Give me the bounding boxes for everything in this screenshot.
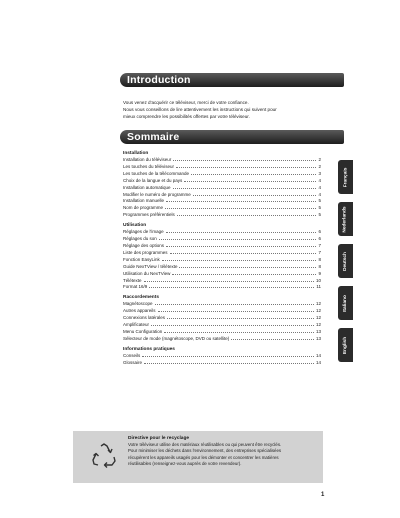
toc-section-heading: Utilisation: [123, 223, 147, 229]
recycle-title: Directive pour le recyclage: [128, 436, 190, 441]
dot-leader: [162, 260, 317, 261]
toc-section: [123, 222, 321, 291]
toc-entry: [123, 329, 321, 336]
recycling-notice: [73, 431, 323, 483]
toc-entry-page: 10: [315, 277, 321, 283]
toc-entry-label: Réglage des options: [123, 242, 165, 248]
toc-entry-label: Conseils: [123, 352, 141, 358]
dot-leader: [144, 363, 314, 364]
toc-entry-page: 6: [318, 229, 321, 235]
toc-entry: [123, 236, 321, 243]
toc-entry-label: Autres appareils: [123, 308, 156, 314]
dot-leader: [166, 232, 317, 233]
language-tab[interactable]: [338, 328, 353, 362]
summary-heading: [120, 130, 344, 144]
toc-entry: [123, 264, 321, 271]
toc-entry-label: Guide NexTView / télétexte: [123, 263, 178, 269]
dot-leader: [144, 281, 314, 282]
toc-entry: [123, 205, 321, 212]
toc-entry: [123, 185, 321, 192]
toc-entry-page: 14: [315, 359, 321, 365]
toc-entry-label: Fonction EasyLink: [123, 256, 160, 262]
toc-entry: [123, 192, 321, 199]
toc-entry-label: Magnétoscope: [123, 301, 153, 307]
dot-leader: [166, 201, 316, 202]
toc-entry: [123, 271, 321, 278]
toc-entry-label: Installation manuelle: [123, 198, 165, 204]
dot-leader: [142, 356, 314, 357]
language-tab-label: Nederlands: [343, 205, 349, 233]
toc-entry-page: 8: [318, 263, 321, 269]
dot-leader: [155, 304, 314, 305]
toc-entry: [123, 212, 321, 219]
language-tab-label: Deutsch: [343, 251, 348, 271]
dot-leader: [176, 167, 316, 168]
toc-entry-label: Choix de la langue et du pays: [123, 177, 183, 183]
recycle-line: Pour minimiser les déchets dans l'environnement, des entreprises spécialisées: [128, 448, 282, 454]
dot-leader: [166, 246, 316, 247]
summary-title: Sommaire: [127, 131, 180, 143]
toc-entry-page: 14: [315, 352, 321, 358]
toc-entry-label: Nom de programme: [123, 205, 164, 211]
dot-leader: [173, 188, 317, 189]
toc-entry-page: 12: [315, 301, 321, 307]
toc-entry: [123, 322, 321, 329]
language-tab-label: Italiano: [343, 294, 349, 312]
toc-entry-label: Télétexte: [123, 277, 142, 283]
toc-entry-label: Sélecteur de mode (magnétoscope, DVD ou satellite): [123, 335, 230, 341]
toc-entry-page: 4: [318, 177, 321, 183]
dot-leader: [149, 287, 314, 288]
toc-entry-page: 2: [318, 163, 321, 169]
toc-entry-page: 4: [318, 184, 321, 190]
toc-section-heading: Raccordements: [123, 295, 159, 301]
dot-leader: [164, 332, 314, 333]
toc-entry: [123, 229, 321, 236]
toc-entry-label: Utilisation du NexTView: [123, 270, 171, 276]
toc-section: [123, 346, 321, 367]
toc-entry-label: Réglages du son: [123, 236, 157, 242]
toc-entry-label: Programmes préférentiels: [123, 212, 175, 218]
recycle-text: [128, 442, 318, 468]
toc-entry: [123, 157, 321, 164]
toc-entry: [123, 353, 321, 360]
toc-entry: [123, 171, 321, 178]
toc-entry-label: Installation du téléviseur: [123, 157, 172, 162]
toc-entry: [123, 315, 321, 322]
toc-entry-label: Les touches du téléviseur: [123, 163, 175, 169]
recycle-line: récupèrent les appareils usagés pour les démonter et concentrer les matières: [128, 454, 279, 460]
toc-section: [123, 294, 321, 342]
dot-leader: [158, 311, 314, 312]
toc-entry-page: 12: [315, 322, 321, 328]
language-tab[interactable]: [338, 202, 353, 236]
toc-entry-page: 13: [315, 328, 321, 334]
toc-entry-page: 3: [318, 170, 321, 176]
toc-entry-label: Les touches de la télécommande: [123, 170, 190, 176]
toc-entry-page: 6: [318, 236, 321, 242]
toc-entry: [123, 284, 321, 291]
dot-leader: [151, 325, 314, 326]
toc-entry: [123, 278, 321, 285]
toc-section: [123, 150, 321, 219]
toc-entry-page: 12: [315, 315, 321, 321]
toc-entry-page: 13: [315, 335, 321, 341]
page-number: 1: [321, 492, 325, 498]
toc-entry-label: Glossaire: [123, 359, 143, 365]
dot-leader: [184, 181, 316, 182]
dot-leader: [165, 208, 316, 209]
toc-section-heading: Informations pratiques: [123, 346, 175, 352]
toc-entry-page: 11: [316, 284, 321, 290]
toc-entry-label: Liste des programmes: [123, 249, 168, 255]
language-tab-label: English: [343, 336, 349, 354]
table-of-contents: [123, 150, 321, 370]
intro-line: Nous vous conseillons de lire attentivement les instructions qui suivent pour: [123, 107, 277, 112]
toc-entry: [123, 178, 321, 185]
intro-line: mieux comprendre les possibilités offertes par votre téléviseur.: [123, 114, 250, 119]
toc-entry: [123, 250, 321, 257]
language-tab[interactable]: [338, 244, 353, 278]
toc-entry-page: 2: [318, 157, 321, 162]
dot-leader: [231, 339, 314, 340]
language-tab[interactable]: [338, 160, 353, 194]
toc-entry-label: Modifier le numéro de programme: [123, 191, 191, 197]
dot-leader: [179, 267, 316, 268]
toc-entry-label: Menu Configuration: [123, 328, 163, 334]
toc-entry-page: 7: [318, 249, 321, 255]
dot-leader: [191, 174, 316, 175]
recycle-line: Votre téléviseur utilise des matériaux réutilisables ou qui peuvent être recyclés.: [128, 442, 282, 447]
dot-leader: [170, 253, 317, 254]
toc-entry-label: Amplificateur: [123, 322, 150, 328]
toc-entry-page: 4: [318, 191, 321, 197]
toc-entry: [123, 198, 321, 205]
toc-entry-page: 9: [318, 270, 321, 276]
dot-leader: [159, 239, 317, 240]
dot-leader: [172, 274, 316, 275]
toc-entry-page: 5: [318, 205, 321, 211]
dot-leader: [177, 215, 317, 216]
toc-entry: [123, 243, 321, 250]
toc-entry-label: Connexions latérales: [123, 315, 166, 321]
toc-entry-page: 12: [315, 308, 321, 314]
dot-leader: [193, 195, 317, 196]
toc-entry-page: 8: [318, 256, 321, 262]
intro-paragraph: [123, 99, 323, 120]
language-tab-label: Français: [343, 167, 349, 187]
toc-entry: [123, 360, 321, 367]
toc-entry: [123, 164, 321, 171]
intro-title: Introduction: [127, 74, 191, 86]
toc-entry: [123, 257, 321, 264]
dot-leader: [173, 160, 316, 161]
toc-entry-page: 5: [318, 212, 321, 218]
intro-line: Vous venez d'acquérir ce téléviseur, merci de votre confiance.: [123, 100, 249, 105]
toc-entry-label: Format 16/9: [123, 284, 148, 290]
recycle-line: réutilisables (renseignez-vous auprès de votre revendeur).: [128, 461, 242, 467]
dot-leader: [167, 318, 314, 319]
toc-section-heading: Installation: [123, 151, 149, 156]
toc-entry-label: Installation automatique: [123, 184, 171, 190]
intro-heading: [120, 73, 344, 87]
language-tab[interactable]: [338, 286, 353, 320]
recycle-icon: [89, 441, 119, 471]
toc-entry-label: Réglages de l'image: [123, 229, 164, 235]
toc-entry-page: 5: [318, 198, 321, 204]
toc-entry: [123, 308, 321, 315]
toc-entry: [123, 336, 321, 343]
toc-entry-page: 7: [318, 242, 321, 248]
toc-entry: [123, 301, 321, 308]
